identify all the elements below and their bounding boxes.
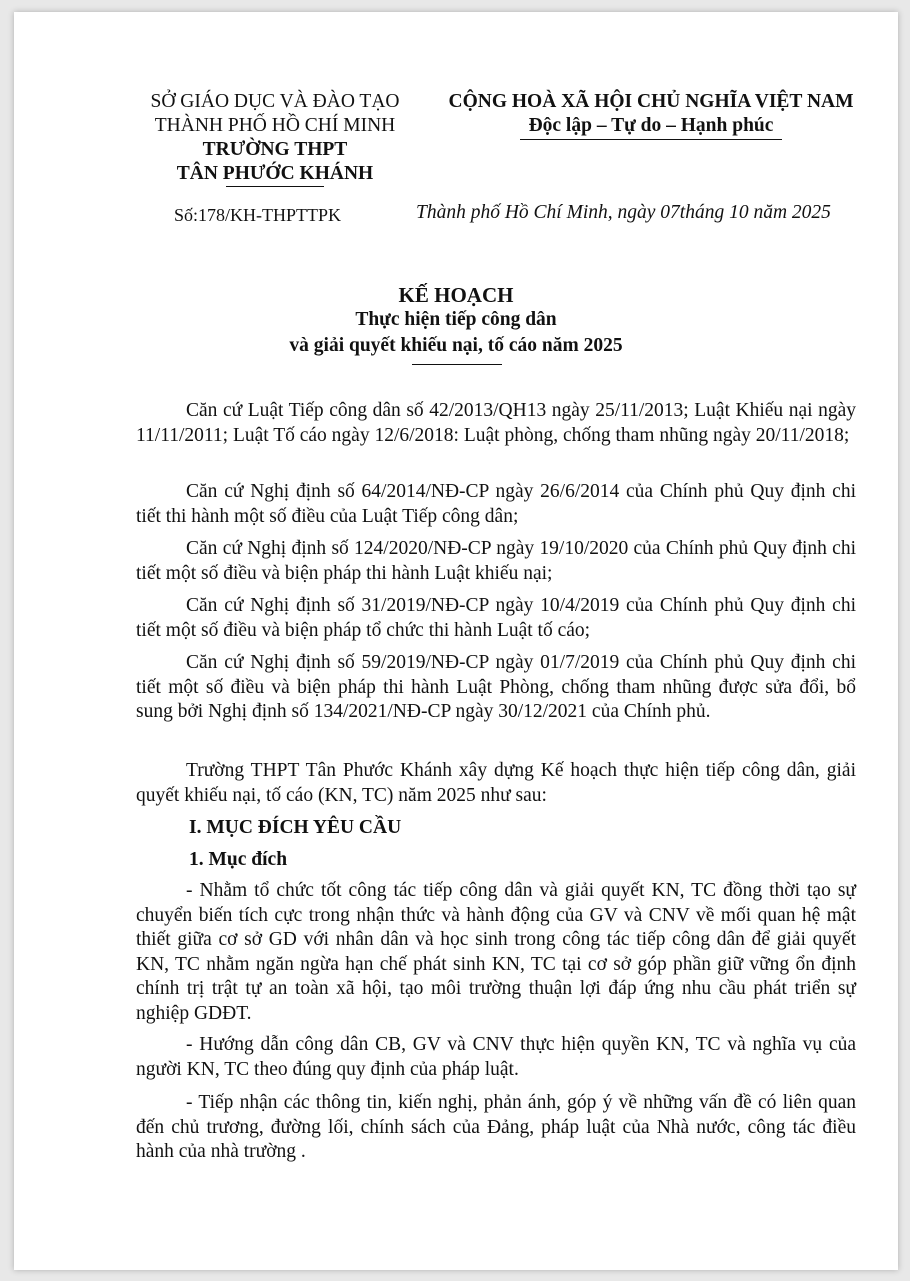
document-number: Số:178/KH-THPTTPK [174, 205, 342, 225]
bullet-2: - Hướng dẫn công dân CB, GV và CNV thực hiện quyền KN, TC và nghĩa vụ của người KN, TC theo đúng quy định của pháp luật. [136, 1034, 856, 1080]
motto-underline [520, 139, 782, 140]
section-heading-1: I. MỤC ĐÍCH YÊU CẦU [189, 817, 402, 838]
title-underline [412, 364, 502, 365]
paragraph-3: Căn cứ Nghị định số 124/2020/NĐ-CP ngày 19/10/2020 của Chính phủ Quy định chi tiết một số điều và biện pháp thi hành Luật khiếu nại; [136, 538, 856, 584]
paragraph-6: Trường THPT Tân Phước Khánh xây dựng Kế hoạch thực hiện tiếp công dân, giải quyết khiếu nại, tố cáo (KN, TC) năm 2025 như sau: [136, 760, 856, 806]
national-motto [426, 90, 876, 138]
doc-subtitle-2: và giải quyết khiếu nại, tố cáo năm 2025 [289, 335, 623, 356]
issuing-authority [144, 90, 406, 186]
org-line-1: SỞ GIÁO DỤC VÀ ĐÀO TẠO [150, 91, 400, 112]
org-underline [226, 186, 324, 187]
subsection-heading-1: 1. Mục đích [189, 849, 288, 870]
paragraph-5: Căn cứ Nghị định số 59/2019/NĐ-CP ngày 01/7/2019 của Chính phủ Quy định chi tiết một số điều và biện pháp thi hành Luật Phòng, chống tham nhũng được sửa đổi, bổ sung bởi Nghị định số 134/2021/NĐ-CP ngày 30/12/2021 của Chính phủ. [136, 652, 856, 722]
bullet-1: - Nhằm tổ chức tốt công tác tiếp công dân và giải quyết KN, TC đồng thời tạo sự chuyển biến tích cực trong nhận thức và hành động của GV và CNV về mối quan hệ mật thiết giữa cơ sở GD với nhân dân và học sinh trong công tác tiếp công dân để giải quyết KN, TC nhằm ngăn ngừa hạn chế phát sinh KN, TC tại cơ sở góp phần giữ vững ổn định chính trị trật tự an toàn xã hội, tạo môi trường thuận lợi đáp ứng nhu cầu phát triển sự nghiệp GDĐT. [136, 880, 856, 1024]
doc-title: KẾ HOẠCH [398, 283, 514, 307]
paragraph-1: Căn cứ Luật Tiếp công dân số 42/2013/QH13 ngày 25/11/2013; Luật Khiếu nại ngày 11/11/2011; Luật Tố cáo ngày 12/6/2018: Luật phòng, chống tham nhũng ngày 20/11/2018; [136, 400, 856, 446]
nation-line-1: CỘNG HOÀ XÃ HỘI CHỦ NGHĨA VIỆT NAM [448, 91, 854, 112]
bullet-3: - Tiếp nhận các thông tin, kiến nghị, phản ánh, góp ý về những vấn đề có liên quan đến chủ trương, đường lối, chính sách của Đảng, pháp luật của Nhà nước, công tác điều hành của nhà trường . [136, 1092, 856, 1162]
paragraph-4: Căn cứ Nghị định số 31/2019/NĐ-CP ngày 10/4/2019 của Chính phủ Quy định chi tiết một số điều và biện pháp tổ chức thi hành Luật tố cáo; [136, 595, 856, 641]
doc-subtitle-1: Thực hiện tiếp công dân [355, 309, 557, 330]
place-date: Thành phố Hồ Chí Minh, ngày 07tháng 10 năm 2025 [416, 202, 831, 223]
paragraph-2: Căn cứ Nghị định số 64/2014/NĐ-CP ngày 26/6/2014 của Chính phủ Quy định chi tiết thi hành một số điều của Luật Tiếp công dân; [136, 481, 856, 527]
nation-line-2: Độc lập – Tự do – Hạnh phúc [528, 115, 774, 136]
org-line-3: TRƯỜNG THPT [202, 139, 348, 160]
org-line-4: TÂN PHƯỚC KHÁNH [176, 163, 374, 184]
document-page [14, 12, 898, 1270]
org-line-2: THÀNH PHỐ HỒ CHÍ MINH [154, 115, 396, 136]
